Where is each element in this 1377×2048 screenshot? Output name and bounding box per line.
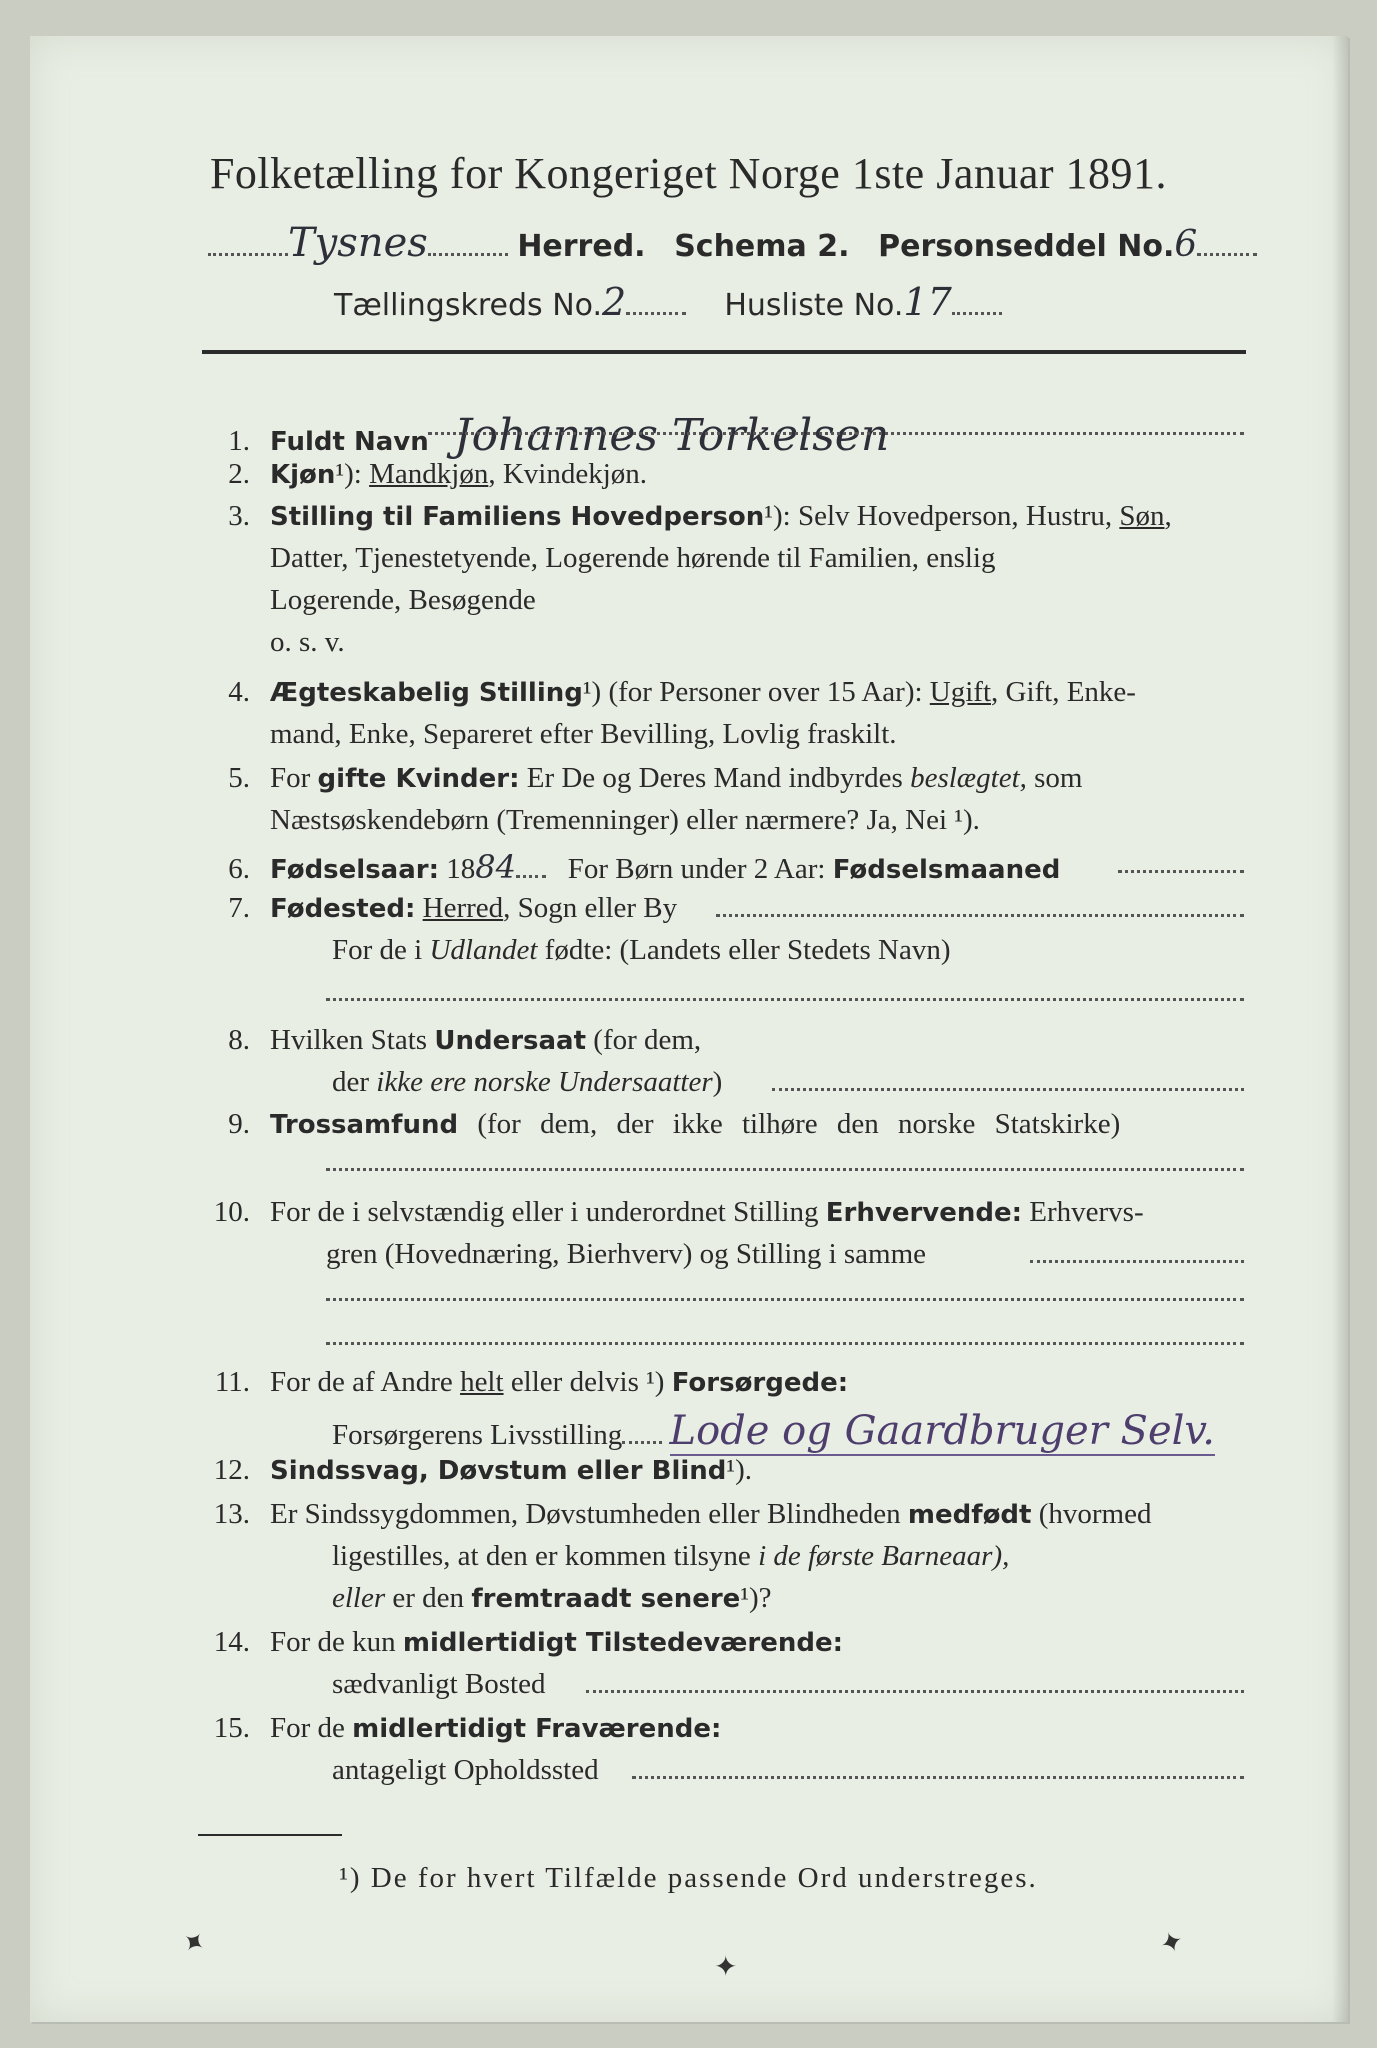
header-line-kreds (334, 280, 1002, 324)
dotted-leader (1197, 252, 1257, 256)
item-11: 11. For de af Andre helt eller delvis ¹) Forsørgede: (214, 1366, 849, 1398)
item-3: 3. Stilling til Familiens Hovedperson¹): Selv Hovedperson, Hustru, Søn, (228, 500, 1172, 532)
item-13: 13. Er Sindssygdommen, Døvstumheden eller Blindheden medfødt (hvormed (213, 1498, 1152, 1530)
marital-selected: Ugift (929, 676, 991, 708)
item-8-line-2: der ikke ere norske Undersaatter) (332, 1066, 723, 1098)
birthplace-selected: Herred (422, 892, 504, 924)
item-8: 8. Hvilken Stats Undersaat (for dem, (228, 1024, 702, 1056)
dotted-leader (952, 311, 1002, 315)
item-15-line-2: antageligt Opholdssted (332, 1754, 599, 1786)
item-10: 10. For de i selvstændig eller i underordnet Stilling Erhvervende: Erhvervs- (213, 1196, 1144, 1228)
occupation-dotted-line (1030, 1260, 1244, 1263)
item-12: 12. Sindssvag, Døvstum eller Blind¹). (213, 1454, 753, 1486)
footnote: ¹) De for hvert Tilfælde passende Ord understreges. (339, 1862, 1038, 1894)
husliste-label: Husliste No. (724, 288, 904, 323)
residence-dotted-line (586, 1690, 1244, 1693)
husliste-value: 17 (903, 280, 952, 324)
corner-mark-icon: ✦ (174, 1922, 213, 1963)
herred-value: Tysnes (288, 220, 428, 266)
name-dotted-line (428, 432, 1244, 435)
item-3-line-3: Logerende, Besøgende (270, 584, 536, 616)
form-title: Folketælling for Kongeriget Norge 1ste Januar 1891. (209, 149, 1168, 198)
occupation-dotted-line-3 (326, 1342, 1244, 1345)
dotted-leader (208, 252, 288, 256)
foreign-birthplace-dotted-line (326, 998, 1244, 1001)
herred-label: Herred. (517, 229, 646, 264)
item-2: 2. Kjøn¹): Mandkjøn, Kvindekjøn. (228, 458, 648, 490)
item-6: 6. Fødselsaar: 1884 For Børn under 2 Aar: Fødselsmaaned (228, 848, 1061, 886)
name-value: Johannes Torkelsen (454, 410, 890, 461)
personseddel-value: 6 (1174, 224, 1198, 265)
religion-dotted-line (326, 1168, 1244, 1171)
occupation-dotted-line-2 (326, 1298, 1244, 1301)
birth-month-dotted-line (1118, 870, 1244, 873)
dotted-leader (428, 252, 508, 256)
item-15: 15. For de midlertidigt Fraværende: (213, 1712, 722, 1744)
header-line-herred (208, 220, 1257, 266)
family-position-selected: Søn (1119, 500, 1165, 532)
footnote-rule (198, 1834, 342, 1836)
item-4: 4. Ægteskabelig Stilling¹) (for Personer over 15 Aar): Ugift, Gift, Enke- (228, 676, 1136, 708)
sex-selected: Mandkjøn (369, 458, 489, 490)
item-7-line-2: For de i Udlandet fødte: (Landets eller Stedets Navn) (332, 934, 951, 966)
item-9: 9. Trossamfund (for dem, der ikke tilhøre den norske Statskirke) (228, 1108, 1121, 1140)
citizenship-dotted-line (772, 1088, 1244, 1091)
kreds-label: Tællingskreds No. (334, 288, 602, 323)
item-3-line-4: o. s. v. (270, 626, 345, 658)
birthplace-dotted-line (716, 914, 1244, 917)
item-13-line-3: eller er den fremtraadt senere¹)? (332, 1582, 772, 1614)
name-label: Fuldt Navn (270, 427, 429, 457)
personseddel-label: Personseddel No. (878, 229, 1175, 264)
corner-mark-icon-right: ✦ (1155, 1922, 1189, 1963)
page-edge-shadow (1332, 36, 1348, 2022)
item-4-line-2: mand, Enke, Separeret efter Bevilling, Lovlig fraskilt. (270, 718, 897, 750)
center-mark-icon: ✦ (714, 1950, 738, 1983)
item-5: 5. For gifte Kvinder: Er De og Deres Mand indbyrdes beslægtet, som (228, 762, 1083, 794)
item-13-line-2: ligestilles, at den er kommen tilsyne i de første Barneaar), (332, 1540, 1010, 1572)
dotted-leader (626, 311, 686, 315)
abode-dotted-line (632, 1776, 1244, 1779)
item-1: 1. Fuldt Navn Johannes Torkelsen (228, 410, 890, 461)
item-5-line-2: Næstsøskendebørn (Tremenninger) eller nærmere? Ja, Nei ¹). (270, 804, 980, 836)
provider-occupation-value: Lode og Gaardbruger Selv. (669, 1408, 1215, 1454)
item-7: 7. Fødested: Herred, Sogn eller By (228, 892, 678, 924)
item-3-line-2: Datter, Tjenestetyende, Logerende hørende til Familien, enslig (270, 542, 996, 574)
header-rule (202, 350, 1246, 354)
item-11-line-2: Forsørgerens Livsstilling Lode og Gaardbruger Selv. (332, 1408, 1215, 1454)
kreds-value: 2 (602, 280, 627, 324)
item-14: 14. For de kun midlertidigt Tilstedeværende: (213, 1626, 844, 1658)
schema-label: Schema 2. (674, 229, 850, 264)
item-10-line-2: gren (Hovednæring, Bierhverv) og Stilling i samme (326, 1238, 927, 1270)
birth-year-value: 84 (475, 848, 516, 886)
item-14-line-2: sædvanligt Bosted (332, 1668, 546, 1700)
